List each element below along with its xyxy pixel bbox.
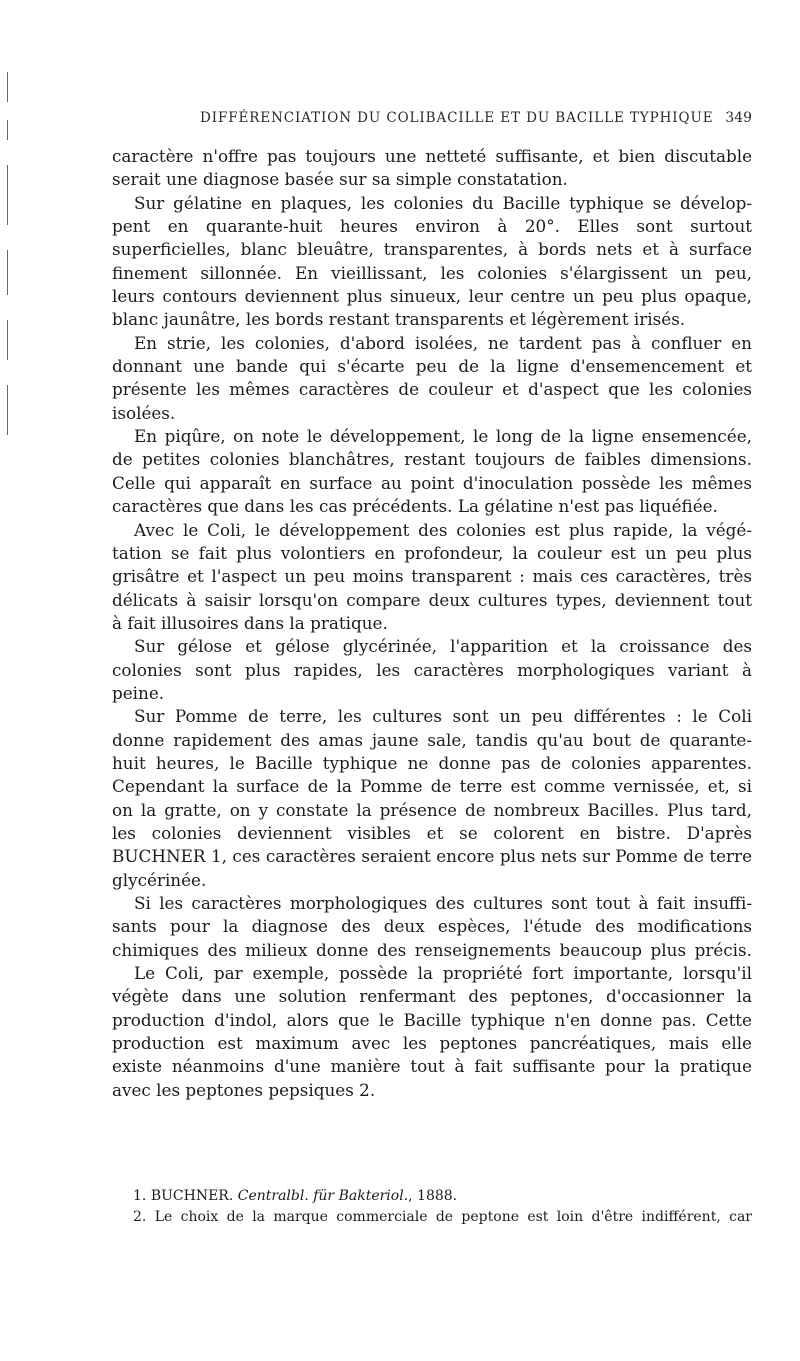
text-line: colonies sont plus rapides, les caractères morphologiques variant à: [112, 659, 752, 680]
text-line: Cependant la surface de la Pomme de terre est comme vernissée, et, si: [112, 776, 752, 797]
text-line: serait une diagnose basée sur sa simple constatation.: [112, 169, 568, 190]
text-line: glycérinée.: [112, 869, 207, 890]
text-line: à fait illusoires dans la pratique.: [112, 612, 388, 633]
text-line: superficielles, blanc bleuâtre, transparentes, à bords nets et à surface: [112, 239, 752, 260]
running-title: DIFFÉRENCIATION DU COLIBACILLE ET DU BACILLE TYPHIQUE: [200, 110, 714, 126]
text-line: tation se fait plus volontiers en profondeur, la couleur est un peu plus: [112, 542, 752, 563]
footnote-year: , 1888.: [408, 1188, 458, 1204]
footnotes: [133, 1186, 752, 1228]
text-line: chimiques des milieux donne des renseignements beaucoup plus précis.: [112, 939, 752, 960]
margin-scan-mark: [7, 385, 8, 435]
text-line: Sur gélatine en plaques, les colonies du Bacille typhique se dévelop-: [134, 192, 752, 213]
text-line: de petites colonies blanchâtres, restant toujours de faibles dimensions.: [112, 449, 752, 470]
page-number: 349: [725, 110, 752, 126]
text-line: En piqûre, on note le développement, le long de la ligne ensemencée,: [134, 426, 752, 447]
text-line: Le Coli, par exemple, possède la propriété fort importante, lorsqu'il: [134, 963, 752, 984]
text-line: Celle qui apparaît en surface au point d'inoculation possède les mêmes: [112, 472, 752, 493]
text-line: Si les caractères morphologiques des cultures sont tout à fait insuffi-: [134, 893, 752, 913]
text-line: Sur gélose et gélose glycérinée, l'apparition et la croissance des: [134, 636, 752, 657]
footnote-author: BUCHNER.: [150, 1188, 234, 1204]
footnote-number: 2.: [133, 1209, 147, 1225]
text-line: avec les peptones pepsiques 2.: [112, 1079, 376, 1100]
text-line: finement sillonnée. En vieillissant, les colonies s'élargissent un peu,: [112, 262, 752, 283]
text-line: donne rapidement des amas jaune sale, tandis qu'au bout de quarante-: [112, 729, 752, 750]
footnote-number: 1.: [133, 1188, 147, 1204]
text-line: peine.: [112, 682, 165, 703]
text-line: pent en quarante-huit heures environ à 20°. Elles sont surtout: [112, 216, 752, 237]
text-line: végète dans une solution renfermant des peptones, d'occasionner la: [112, 986, 752, 1007]
margin-scan-mark: [7, 120, 8, 140]
margin-scan-mark: [7, 320, 8, 360]
text-line: BUCHNER 1, ces caractères seraient encore plus nets sur Pomme de terre: [112, 846, 752, 867]
text-line: leurs contours deviennent plus sinueux, leur centre un peu plus opaque,: [112, 286, 752, 307]
text-line: sants pour la diagnose des deux espèces, l'étude des modifications: [112, 916, 752, 937]
text-line: les colonies deviennent visibles et se colorent en bistre. D'après: [112, 822, 752, 843]
text-line: donnant une bande qui s'écarte peu de la ligne d'ensemencement et: [112, 356, 752, 377]
footnote-1: [133, 1186, 752, 1207]
text-line: on la gratte, on y constate la présence de nombreux Bacilles. Plus tard,: [112, 799, 752, 820]
footnote-journal: Centralbl. für Bakteriol.: [237, 1188, 409, 1204]
text-line: grisâtre et l'aspect un peu moins transparent : mais ces caractères, très: [112, 566, 752, 587]
text-line: délicats à saisir lorsqu'on compare deux cultures types, deviennent tout: [112, 589, 752, 610]
text-line: présente les mêmes caractères de couleur et d'aspect que les colonies: [112, 379, 752, 400]
margin-scan-mark: [7, 72, 8, 102]
margin-scan-mark: [7, 250, 8, 295]
body-text: [112, 145, 752, 1102]
text-line: Sur Pomme de terre, les cultures sont un peu différentes : le Coli: [134, 706, 752, 727]
text-line: caractère n'offre pas toujours une netteté suffisante, et bien discutable: [112, 146, 752, 166]
text-line: existe néanmoins d'une manière tout à fait suffisante pour la pratique: [112, 1056, 752, 1077]
text-line: isolées.: [112, 402, 176, 423]
text-line: caractères que dans les cas précédents. La gélatine n'est pas liquéfiée.: [112, 496, 718, 517]
margin-scan-mark: [7, 165, 8, 225]
page-header: [112, 110, 752, 134]
text-line: production est maximum avec les peptones pancréatiques, mais elle: [112, 1033, 752, 1054]
text-line: En strie, les colonies, d'abord isolées, ne tardent pas à confluer en: [134, 332, 752, 353]
footnote-2: [133, 1207, 752, 1228]
text-line: huit heures, le Bacille typhique ne donne pas de colonies apparentes.: [112, 752, 752, 773]
footnote-text: Le choix de la marque commerciale de peptone est loin d'être indifférent, car: [154, 1209, 752, 1225]
text-line: Avec le Coli, le développement des colonies est plus rapide, la végé-: [134, 519, 752, 540]
text-line: blanc jaunâtre, les bords restant transparents et légèrement irisés.: [112, 309, 686, 330]
text-line: production d'indol, alors que le Bacille typhique n'en donne pas. Cette: [112, 1009, 752, 1030]
